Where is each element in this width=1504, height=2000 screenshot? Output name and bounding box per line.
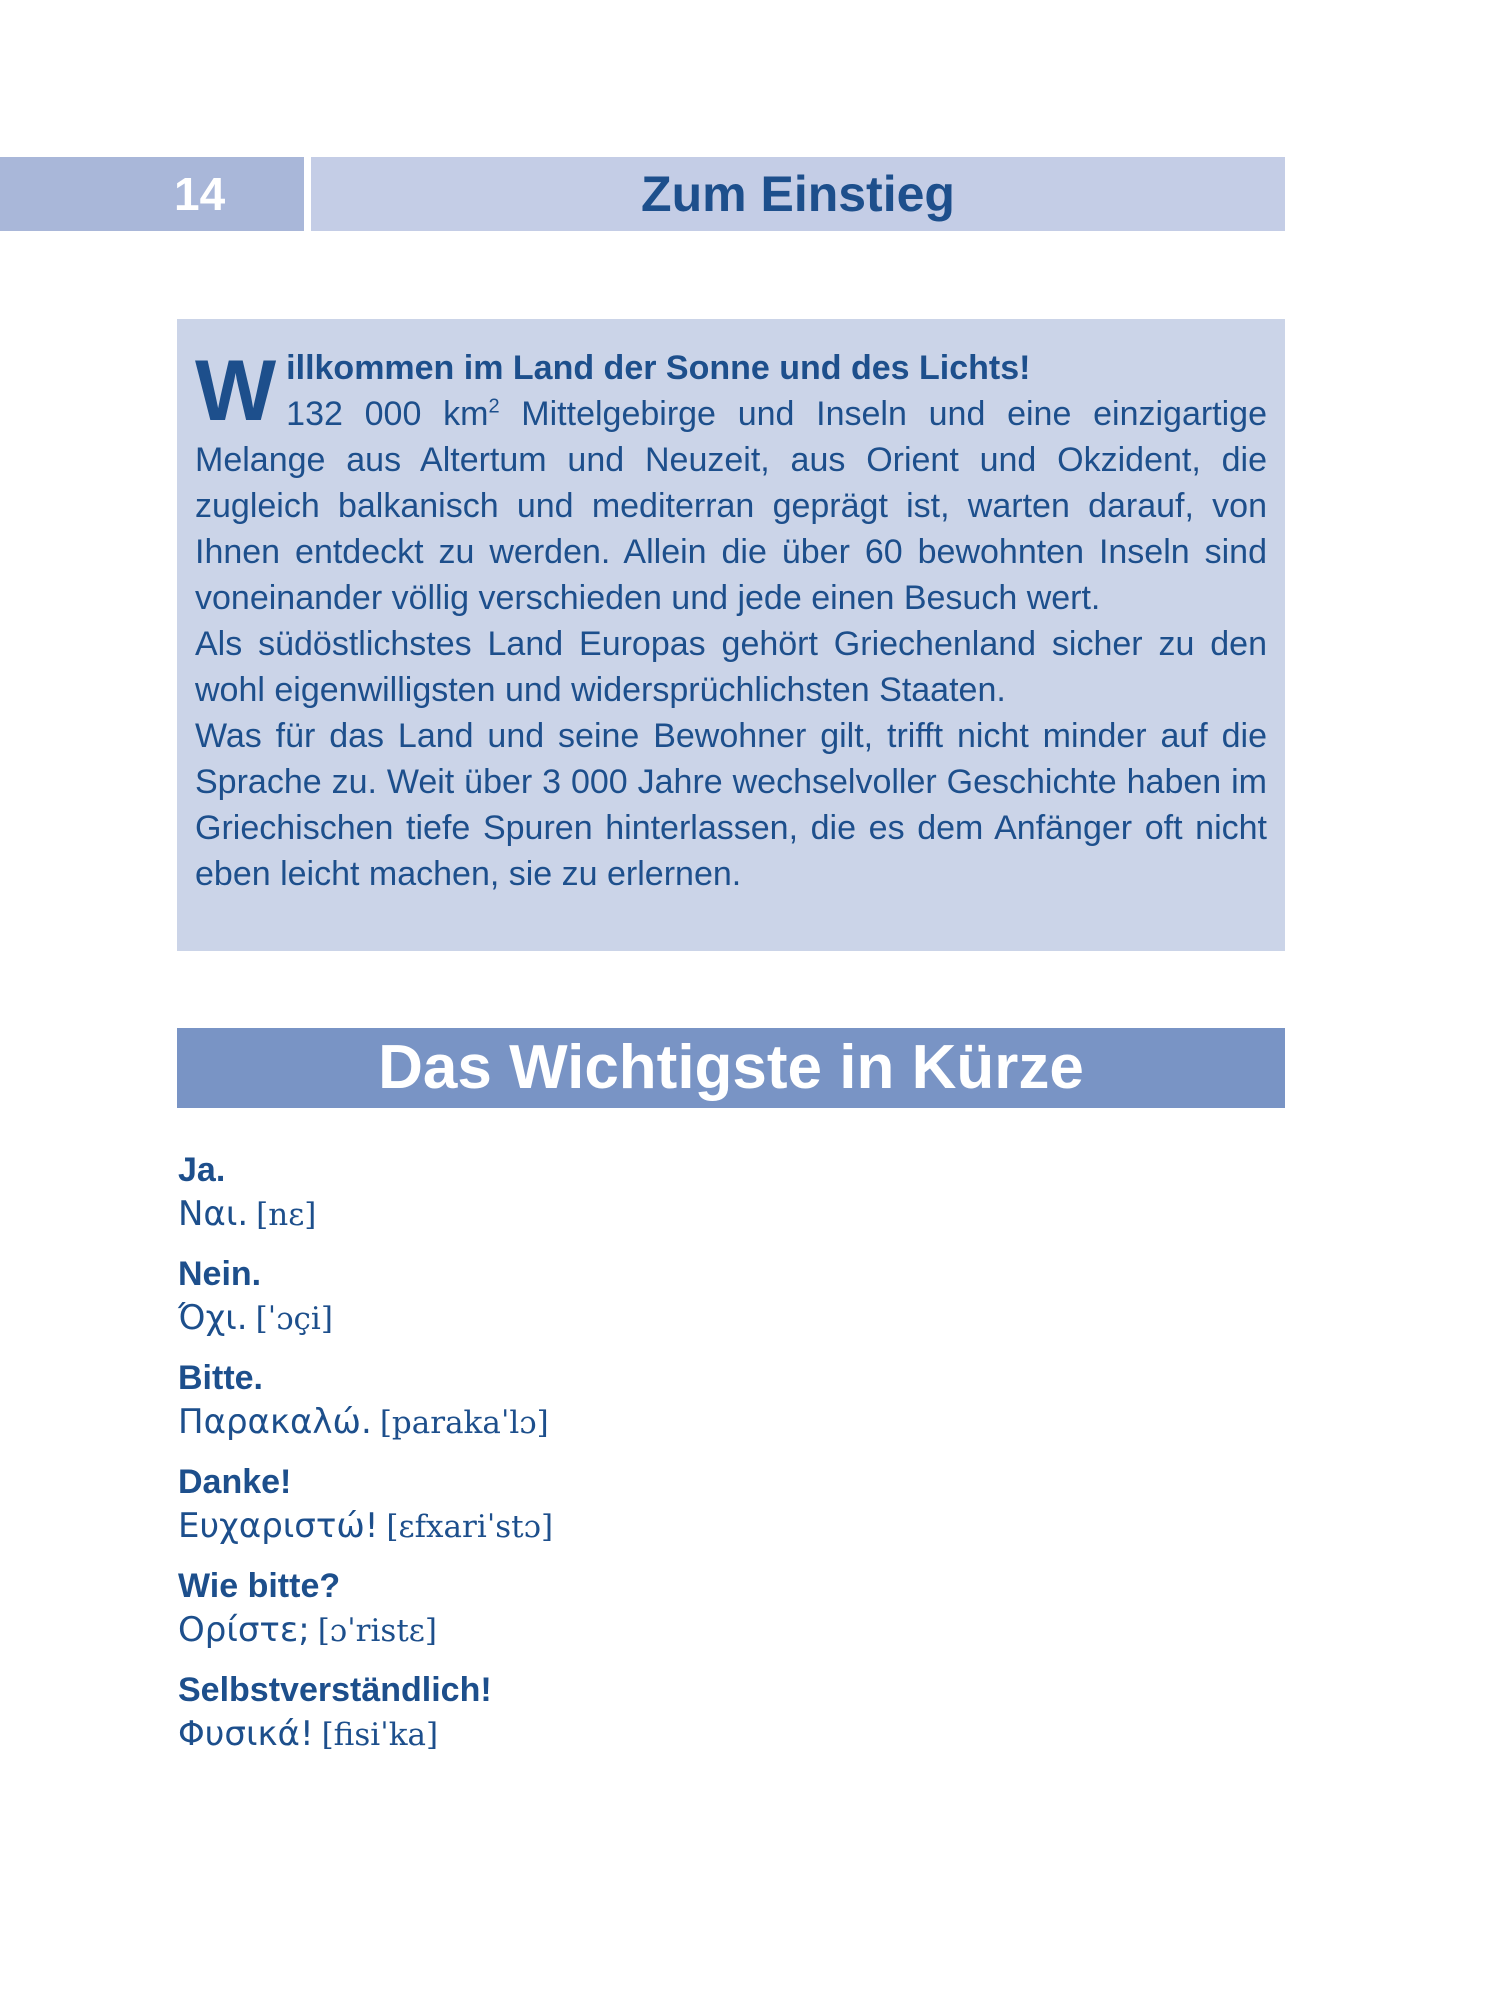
drop-cap: W xyxy=(195,343,277,439)
phrase-pronunciation: [parakaˈlɔ] xyxy=(379,1405,549,1441)
phrase-greek: Ναι. xyxy=(178,1194,249,1234)
section-heading: Das Wichtigste in Kürze xyxy=(177,1028,1285,1108)
phrase-german: Wie bitte? xyxy=(178,1567,341,1605)
intro-heading: illkommen im Land der Sonne und des Lichts! xyxy=(286,349,1031,387)
phrase-pronunciation: [ɔˈristɛ] xyxy=(317,1613,437,1649)
phrase-german: Ja. xyxy=(178,1151,226,1189)
phrase-item xyxy=(178,1356,1278,1445)
phrase-item xyxy=(178,1148,1278,1237)
phrase-greek-line xyxy=(178,1192,1278,1237)
intro-paragraph-2: Als südöstlichstes Land Europas gehört Griechenland sicher zu den wohl eigenwilligsten und widersprüchlichsten Staaten. xyxy=(195,625,1267,709)
phrase-greek-line xyxy=(178,1400,1278,1445)
phrase-greek-line xyxy=(178,1504,1278,1549)
intro-box xyxy=(177,319,1285,951)
phrase-item xyxy=(178,1252,1278,1341)
phrase-german: Nein. xyxy=(178,1255,262,1293)
phrase-german: Danke! xyxy=(178,1463,292,1501)
superscript-two: 2 xyxy=(488,395,500,418)
phrase-greek: Όχι. xyxy=(178,1298,248,1338)
phrase-item xyxy=(178,1668,1278,1757)
phrase-pronunciation: [ˈɔçi] xyxy=(255,1301,333,1337)
intro-text-1b: Mittelgebirge und Inseln und eine einzigartige Melange aus Altertum und Neuzeit, aus Orient und Okzident, die zugleich balkanisch und mediterran geprägt ist, warten darauf, von Ihnen entdeckt zu werden. Allein die über 60 bewohnten Inseln sind voneinander völlig verschieden und jede einen Besuch wert. xyxy=(195,395,1267,617)
phrase-greek: Παρακαλώ. xyxy=(178,1402,372,1442)
page-number: 14 xyxy=(0,157,304,231)
phrase-greek: Φυσικά! xyxy=(178,1714,314,1754)
phrase-greek: Ευχαριστώ! xyxy=(178,1506,379,1546)
phrase-pronunciation: [fisiˈka] xyxy=(321,1717,439,1753)
phrase-greek-line xyxy=(178,1296,1278,1341)
phrase-pronunciation: [ɛfxariˈstɔ] xyxy=(386,1509,554,1545)
intro-text-1a: 132 000 km xyxy=(286,395,489,433)
phrase-item xyxy=(178,1564,1278,1653)
phrase-greek: Ορίστε; xyxy=(178,1610,310,1650)
phrase-pronunciation: [nɛ] xyxy=(256,1197,317,1233)
phrase-item xyxy=(178,1460,1278,1549)
intro-paragraph-1 xyxy=(195,345,1267,621)
phrase-greek-line xyxy=(178,1712,1278,1757)
intro-paragraph-3: Was für das Land und seine Bewohner gilt, trifft nicht minder auf die Sprache zu. Weit über 3 000 Jahre wechselvoller Geschichte haben im Griechischen tiefe Spuren hinterlassen, die es dem Anfänger oft nicht eben leicht machen, sie zu erlernen. xyxy=(195,717,1267,893)
phrase-german: Bitte. xyxy=(178,1359,263,1397)
phrase-german: Selbstverständlich! xyxy=(178,1671,492,1709)
phrase-greek-line xyxy=(178,1608,1278,1653)
chapter-title: Zum Einstieg xyxy=(311,157,1285,231)
phrase-list xyxy=(178,1148,1278,1772)
